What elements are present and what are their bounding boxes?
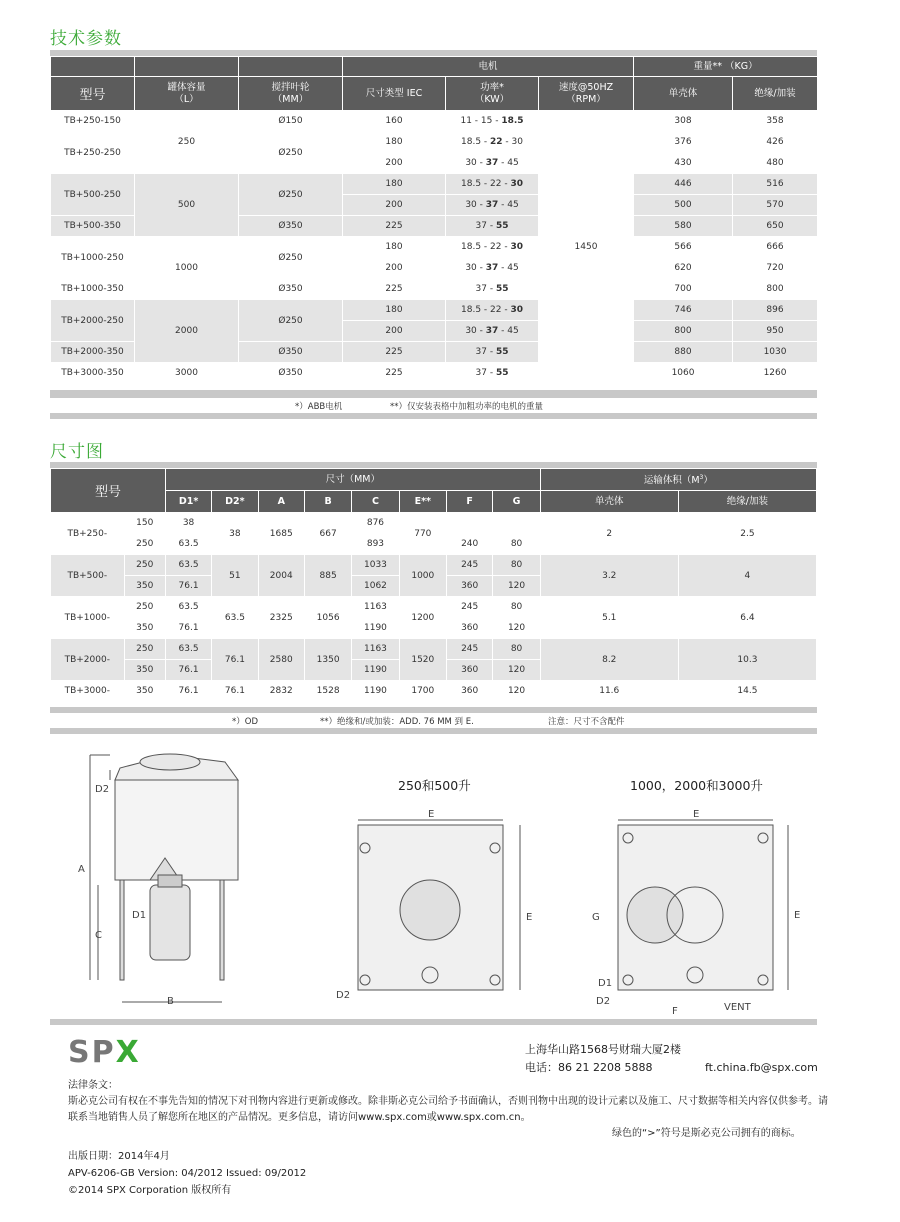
label-F: F — [672, 1006, 678, 1017]
volume-single-cell: 5.1 — [540, 597, 678, 639]
table-row — [51, 513, 817, 534]
power-cell: 37 - 55 — [446, 279, 539, 300]
table-row — [51, 639, 817, 660]
weight-single-cell: 620 — [634, 258, 733, 279]
impeller-cell: Ø250 — [239, 174, 343, 216]
d1-cell: 76.1 — [165, 681, 211, 702]
note-od: *）OD — [232, 717, 258, 727]
weight-single-cell: 376 — [634, 132, 733, 153]
sub-cell: 350 — [124, 618, 165, 639]
dimensions-body — [51, 513, 817, 702]
weight-single-cell: 446 — [634, 174, 733, 195]
sub-cell: 250 — [124, 534, 165, 555]
volume-cell: 250 — [135, 111, 239, 174]
section-title-tech-params: 技术参数 — [50, 29, 122, 49]
b-cell: 1056 — [304, 597, 351, 639]
header-model: 型号 — [51, 469, 166, 513]
impeller-cell: Ø250 — [239, 132, 343, 174]
frame-cell: 225 — [343, 279, 446, 300]
d2-cell: 76.1 — [212, 681, 258, 702]
d2-cell: 51 — [212, 555, 258, 597]
c-cell: 1062 — [352, 576, 399, 597]
frame-cell: 225 — [343, 342, 446, 363]
f-cell: 360 — [447, 660, 493, 681]
header-col: C — [352, 491, 399, 513]
impeller-cell: Ø350 — [239, 279, 343, 300]
model-cell: TB+3000- — [51, 681, 125, 702]
impeller-cell: Ø350 — [239, 216, 343, 237]
weight-insulated-cell: 1030 — [733, 342, 818, 363]
sub-cell: 250 — [124, 555, 165, 576]
diagram-title-large: 1000，2000和3000升 — [630, 778, 763, 793]
speed-cell: 1450 — [539, 111, 634, 384]
plan-view-large — [618, 820, 788, 990]
impeller-cell: Ø150 — [239, 111, 343, 132]
frame-cell: 180 — [343, 300, 446, 321]
b-cell: 1528 — [304, 681, 351, 702]
header-weight: 重量** （KG） — [634, 57, 818, 77]
b-cell: 1350 — [304, 639, 351, 681]
plan-view-small — [358, 820, 520, 990]
e-cell: 1200 — [399, 597, 446, 639]
header-model: 型号 — [51, 77, 135, 111]
volume-single-cell: 2 — [540, 513, 678, 555]
g-cell: 120 — [493, 576, 540, 597]
d1-cell: 63.5 — [165, 555, 211, 576]
model-cell: TB+1000-250 — [51, 237, 135, 279]
impeller-cell: Ø250 — [239, 237, 343, 279]
weight-single-cell: 880 — [634, 342, 733, 363]
header-blank — [135, 57, 239, 77]
label-D1-large: D1 — [598, 978, 613, 989]
frame-cell: 200 — [343, 153, 446, 174]
a-cell: 2325 — [258, 597, 304, 639]
header-col: G — [493, 491, 540, 513]
frame-cell: 180 — [343, 237, 446, 258]
v2-cell: 14.5 — [678, 681, 816, 702]
header-volume: 罐体容量 （L） — [135, 77, 239, 111]
weight-single-cell: 308 — [634, 111, 733, 132]
table-row — [51, 111, 818, 132]
f-cell: 245 — [447, 597, 493, 618]
weight-single-cell: 700 — [634, 279, 733, 300]
e-cell: 1000 — [399, 555, 446, 597]
model-cell: TB+250-150 — [51, 111, 135, 132]
e-cell: 1700 — [399, 681, 446, 702]
d1-cell: 63.5 — [165, 534, 211, 555]
frame-cell: 225 — [343, 363, 446, 384]
g-cell: 80 — [493, 534, 540, 555]
table-row — [51, 300, 818, 321]
table-row — [51, 363, 818, 384]
power-cell: 18.5 - 22 - 30 — [446, 174, 539, 195]
g-cell: 120 — [493, 618, 540, 639]
c-cell: 1033 — [352, 555, 399, 576]
g-cell: 120 — [493, 681, 540, 702]
weight-single-cell: 430 — [634, 153, 733, 174]
volume-insulated-cell: 4 — [678, 555, 816, 597]
d2-cell: 63.5 — [212, 597, 258, 639]
sub-cell: 250 — [124, 597, 165, 618]
trademark-note: 绿色的“>”符号是斯必克公司拥有的商标。 — [612, 1128, 801, 1139]
label-D2-small: D2 — [336, 990, 351, 1001]
a-cell: 2832 — [258, 681, 304, 702]
label-G: G — [592, 912, 600, 923]
dimensions-table — [50, 468, 817, 702]
volume-cell: 1000 — [135, 237, 239, 300]
note-accessories: 注意：尺寸不含配件 — [548, 717, 625, 727]
label-B: B — [167, 996, 174, 1007]
f-cell: 360 — [447, 618, 493, 639]
header-dims: 尺寸（MM） — [165, 469, 540, 491]
d1-cell: 63.5 — [165, 639, 211, 660]
weight-single-cell: 566 — [634, 237, 733, 258]
d2-cell: 76.1 — [212, 639, 258, 681]
footer-address: 上海华山路1568号财瑞大厦2楼 — [525, 1043, 681, 1056]
volume-insulated-cell: 10.3 — [678, 639, 816, 681]
b-cell: 885 — [304, 555, 351, 597]
a-cell: 2004 — [258, 555, 304, 597]
d2-cell: 38 — [212, 513, 258, 555]
weight-insulated-cell: 358 — [733, 111, 818, 132]
c-cell: 1163 — [352, 597, 399, 618]
tank-side-view — [90, 754, 238, 1002]
impeller-cell: Ø350 — [239, 363, 343, 384]
b-cell: 667 — [304, 513, 351, 555]
f-cell: 360 — [447, 681, 493, 702]
weight-insulated-cell: 720 — [733, 258, 818, 279]
e-cell: 1520 — [399, 639, 446, 681]
frame-cell: 225 — [343, 216, 446, 237]
g-cell: 80 — [493, 597, 540, 618]
a-cell: 2580 — [258, 639, 304, 681]
label-D1: D1 — [132, 910, 147, 921]
header-col: D2* — [212, 491, 258, 513]
volume-cell: 500 — [135, 174, 239, 237]
table-row — [51, 597, 817, 618]
weight-single-cell: 580 — [634, 216, 733, 237]
header-blank — [239, 57, 343, 77]
d1-cell: 76.1 — [165, 618, 211, 639]
weight-insulated-cell: 950 — [733, 321, 818, 342]
sub-cell: 350 — [124, 660, 165, 681]
model-cell: TB+250- — [51, 513, 125, 555]
label-D2-large: D2 — [596, 996, 611, 1007]
weight-single-cell: 1060 — [634, 363, 733, 384]
table-row — [51, 555, 817, 576]
frame-cell: 200 — [343, 258, 446, 279]
label-E-top-large: E — [693, 809, 700, 820]
g-cell — [493, 513, 540, 534]
frame-cell: 180 — [343, 174, 446, 195]
power-cell: 37 - 55 — [446, 216, 539, 237]
legal-title: 法律条文： — [68, 1080, 118, 1091]
v1-cell: 11.6 — [540, 681, 678, 702]
volume-cell: 2000 — [135, 300, 239, 363]
d1-cell: 76.1 — [165, 576, 211, 597]
header-transport: 运输体积$(M^3)$ — [540, 469, 816, 491]
a-cell: 1685 — [258, 513, 304, 555]
header-insulated: 绝缘/加装 — [678, 491, 816, 513]
g-cell: 80 — [493, 555, 540, 576]
table-bottom-bar — [50, 390, 817, 398]
weight-single-cell: 746 — [634, 300, 733, 321]
model-cell: TB+500- — [51, 555, 125, 597]
table-row — [51, 237, 818, 258]
model-cell: TB+250-250 — [51, 132, 135, 174]
power-cell: 18.5 - 22 - 30 — [446, 300, 539, 321]
power-cell: 18.5 - 22 - 30 — [446, 237, 539, 258]
model-cell: TB+1000- — [51, 597, 125, 639]
frame-cell: 160 — [343, 111, 446, 132]
table-bottom-bar — [50, 728, 817, 734]
header-col: B — [304, 491, 351, 513]
model-cell: TB+500-250 — [51, 174, 135, 216]
volume-insulated-cell: 6.4 — [678, 597, 816, 639]
header-impeller: 搅拌叶轮 （MM） — [239, 77, 343, 111]
footer-top-bar — [50, 1019, 817, 1025]
header-motor: 电机 — [343, 57, 634, 77]
label-C: C — [95, 930, 102, 941]
sub-cell: 150 — [124, 513, 165, 534]
power-cell: 30 - 37 - 45 — [446, 321, 539, 342]
section-title-dimensions: 尺寸图 — [50, 442, 104, 462]
table-row — [51, 681, 817, 702]
d1-cell: 76.1 — [165, 660, 211, 681]
model-cell: TB+500-350 — [51, 216, 135, 237]
model-cell: TB+2000- — [51, 639, 125, 681]
label-E-side: E — [526, 912, 533, 923]
spx-logo: SPX — [68, 1035, 141, 1070]
header-frame: 尺寸类型 IEC — [343, 77, 446, 111]
weight-insulated-cell: 1260 — [733, 363, 818, 384]
publish-date: 出版日期：2014年4月 — [68, 1151, 170, 1162]
header-power: 功率* （KW） — [446, 77, 539, 111]
label-A: A — [78, 864, 85, 875]
sub-cell: 250 — [124, 639, 165, 660]
table-row — [51, 174, 818, 195]
weight-single-cell: 800 — [634, 321, 733, 342]
c-cell: 1190 — [352, 660, 399, 681]
label-E-top: E — [428, 809, 435, 820]
header-col: E** — [399, 491, 446, 513]
note-abb: *）ABB电机 — [295, 402, 343, 412]
note-weight: **）仅安装表格中加粗功率的电机的重量 — [390, 402, 544, 412]
weight-insulated-cell: 570 — [733, 195, 818, 216]
weight-insulated-cell: 800 — [733, 279, 818, 300]
weight-insulated-cell: 516 — [733, 174, 818, 195]
g-cell: 120 — [493, 660, 540, 681]
impeller-cell: Ø250 — [239, 300, 343, 342]
tech-params-table — [50, 56, 818, 384]
volume-insulated-cell: 2.5 — [678, 513, 816, 555]
header-single-shell: 单壳体 — [634, 77, 733, 111]
copyright: ©2014 SPX Corporation 版权所有 — [68, 1185, 232, 1196]
label-E-side-large: E — [794, 910, 801, 921]
d1-cell: 63.5 — [165, 597, 211, 618]
diagram-title-small: 250和500升 — [398, 778, 471, 793]
note-insulation: **）绝缘和/或加装：ADD. 76 MM 到 E. — [320, 717, 474, 727]
c-cell: 893 — [352, 534, 399, 555]
frame-cell: 180 — [343, 132, 446, 153]
legal-body: 斯必克公司有权在不事先告知的情况下对刊物内容进行更新或修改。除非斯必克公司给予书面确认，否则刊物中出现的设计元素以及施工、尺寸数据等相关内容仅供参考。请联系当地销售人员了解您所在地区的产品情况。更多信息，请访问www.spx.com或www.spx.com.cn。 — [68, 1096, 828, 1123]
impeller-cell: Ø350 — [239, 342, 343, 363]
header-col: A — [258, 491, 304, 513]
sub-cell: 350 — [124, 576, 165, 597]
power-cell: 30 - 37 - 45 — [446, 153, 539, 174]
f-cell: 360 — [447, 576, 493, 597]
weight-insulated-cell: 896 — [733, 300, 818, 321]
weight-insulated-cell: 650 — [733, 216, 818, 237]
footer-phone: 电话：86 21 2208 5888 — [525, 1061, 653, 1074]
header-blank — [51, 57, 135, 77]
dimension-diagrams — [50, 740, 817, 1020]
frame-cell: 200 — [343, 195, 446, 216]
weight-single-cell: 500 — [634, 195, 733, 216]
f-cell: 240 — [447, 534, 493, 555]
header-speed: 速度@50HZ （RPM） — [539, 77, 634, 111]
header-col: F — [447, 491, 493, 513]
c-cell: 876 — [352, 513, 399, 534]
label-vent: VENT — [724, 1002, 751, 1013]
power-cell: 30 - 37 - 45 — [446, 195, 539, 216]
weight-insulated-cell: 426 — [733, 132, 818, 153]
e-cell: 770 — [399, 513, 446, 555]
footer-email[interactable]: ft.china.fb@spx.com — [705, 1061, 818, 1074]
f-cell: 245 — [447, 555, 493, 576]
power-cell: 30 - 37 - 45 — [446, 258, 539, 279]
volume-single-cell: 8.2 — [540, 639, 678, 681]
f-cell — [447, 513, 493, 534]
power-cell: 11 - 15 - 18.5 — [446, 111, 539, 132]
sub-cell: 350 — [124, 681, 165, 702]
model-cell: TB+3000-350 — [51, 363, 135, 384]
model-cell: TB+1000-350 — [51, 279, 135, 300]
weight-insulated-cell: 480 — [733, 153, 818, 174]
header-insulated: 绝缘/加装 — [733, 77, 818, 111]
header-col: D1* — [165, 491, 211, 513]
f-cell: 245 — [447, 639, 493, 660]
version-info: APV-6206-GB Version: 04/2012 Issued: 09/2012 — [68, 1168, 307, 1179]
d1-cell: 38 — [165, 513, 211, 534]
volume-cell: 3000 — [135, 363, 239, 384]
tech-params-body — [51, 111, 818, 384]
power-cell: 37 - 55 — [446, 363, 539, 384]
c-cell: 1190 — [352, 618, 399, 639]
c-cell: 1163 — [352, 639, 399, 660]
frame-cell: 200 — [343, 321, 446, 342]
g-cell: 80 — [493, 639, 540, 660]
table-bottom-bar — [50, 707, 817, 713]
table-bottom-bar — [50, 413, 817, 419]
c-cell: 1190 — [352, 681, 399, 702]
header-single-shell: 单壳体 — [540, 491, 678, 513]
power-cell: 37 - 55 — [446, 342, 539, 363]
weight-insulated-cell: 666 — [733, 237, 818, 258]
volume-single-cell: 3.2 — [540, 555, 678, 597]
power-cell: 18.5 - 22 - 30 — [446, 132, 539, 153]
model-cell: TB+2000-250 — [51, 300, 135, 342]
label-D2: D2 — [95, 784, 110, 795]
model-cell: TB+2000-350 — [51, 342, 135, 363]
